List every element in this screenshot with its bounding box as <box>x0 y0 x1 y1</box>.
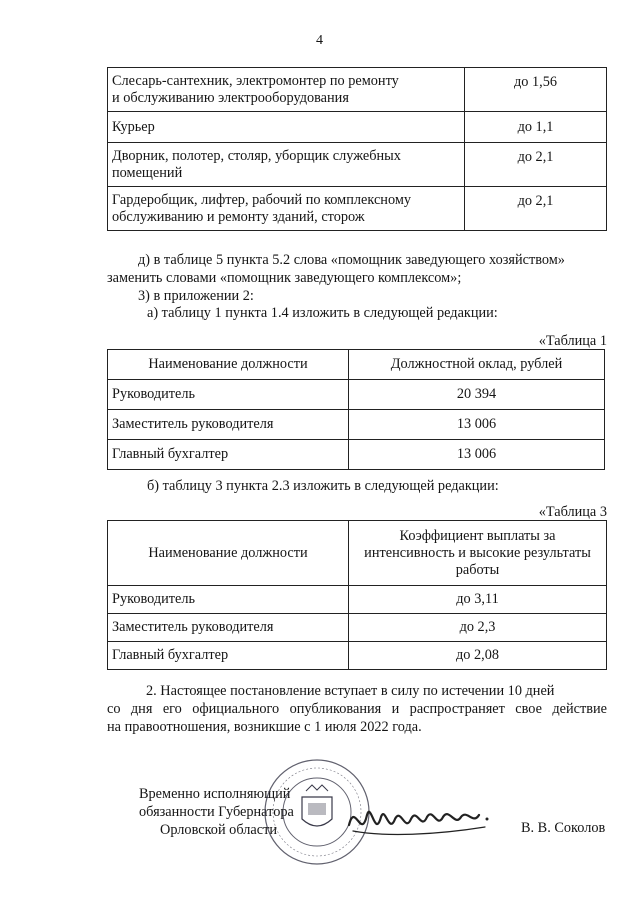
page-number: 4 <box>316 33 323 48</box>
table-cell-value: 13 006 <box>349 440 605 470</box>
table-top <box>107 67 607 231</box>
table-row <box>108 440 605 470</box>
table-cell-name: Гардеробщик, лифтер, рабочий по комплексному обслуживанию и ремонту зданий, сторож <box>108 187 465 231</box>
header-value: Коэффициент выплаты за интенсивность и высокие результаты работы <box>349 521 607 586</box>
table-1 <box>107 349 605 470</box>
table-cell-value: до 3,11 <box>349 586 607 614</box>
table-header-row <box>108 521 607 586</box>
handwritten-signature-icon <box>345 795 495 845</box>
table-cell-name: Руководитель <box>108 586 349 614</box>
paragraph-d-line1: д) в таблице 5 пункта 5.2 слова «помощник заведующего хозяйством» <box>138 252 565 268</box>
final-paragraph-line2: со дня его официального опубликования и распространяет свое действие <box>107 701 607 717</box>
item-a: а) таблицу 1 пункта 1.4 изложить в следующей редакции: <box>147 305 498 321</box>
table-cell-value: до 1,56 <box>465 68 607 112</box>
table-cell-name: Курьер <box>108 112 465 143</box>
table-cell-name: Заместитель руководителя <box>108 410 349 440</box>
table-row <box>108 187 607 231</box>
signatory-title-line1: Временно исполняющий <box>139 786 291 802</box>
table-row <box>108 586 607 614</box>
table-cell-name: Главный бухгалтер <box>108 642 349 670</box>
table-cell-value: до 2,08 <box>349 642 607 670</box>
table-row <box>108 410 605 440</box>
table-cell-value: до 2,3 <box>349 614 607 642</box>
header-value: Должностной оклад, рублей <box>349 350 605 380</box>
final-paragraph-line1: 2. Настоящее постановление вступает в силу по истечении 10 дней <box>146 683 555 699</box>
table-cell-value: до 2,1 <box>465 187 607 231</box>
signatory-title-line3: Орловской области <box>160 822 277 838</box>
header-name: Наименование должности <box>108 350 349 380</box>
table-row <box>108 380 605 410</box>
table-cell-value: 13 006 <box>349 410 605 440</box>
table-cell-value: до 2,1 <box>465 143 607 187</box>
table-row <box>108 112 607 143</box>
table3-label: «Таблица 3 <box>538 504 607 520</box>
table-row <box>108 68 607 112</box>
final-paragraph-line3: на правоотношения, возникшие с 1 июля 2022 года. <box>107 719 422 735</box>
paragraph-d-line2: заменить словами «помощник заведующего комплексом»; <box>107 270 462 286</box>
signatory-name: В. В. Соколов <box>521 820 606 836</box>
table-cell-name: Главный бухгалтер <box>108 440 349 470</box>
table1-label: «Таблица 1 <box>538 333 607 349</box>
item-3: 3) в приложении 2: <box>138 288 254 304</box>
signatory-title-line2: обязанности Губернатора <box>139 804 294 820</box>
item-b: б) таблицу 3 пункта 2.3 изложить в следующей редакции: <box>147 478 499 494</box>
header-name: Наименование должности <box>108 521 349 586</box>
table-header-row <box>108 350 605 380</box>
table-row <box>108 143 607 187</box>
table-3 <box>107 520 607 670</box>
table-cell-name: Дворник, полотер, столяр, уборщик служебных помещений <box>108 143 465 187</box>
table-cell-value: до 1,1 <box>465 112 607 143</box>
table-row <box>108 642 607 670</box>
table-cell-value: 20 394 <box>349 380 605 410</box>
table-cell-name: Заместитель руководителя <box>108 614 349 642</box>
table-row <box>108 614 607 642</box>
table-cell-name: Слесарь-сантехник, электромонтер по ремонту и обслуживанию электрооборудования <box>108 68 465 112</box>
table-cell-name: Руководитель <box>108 380 349 410</box>
